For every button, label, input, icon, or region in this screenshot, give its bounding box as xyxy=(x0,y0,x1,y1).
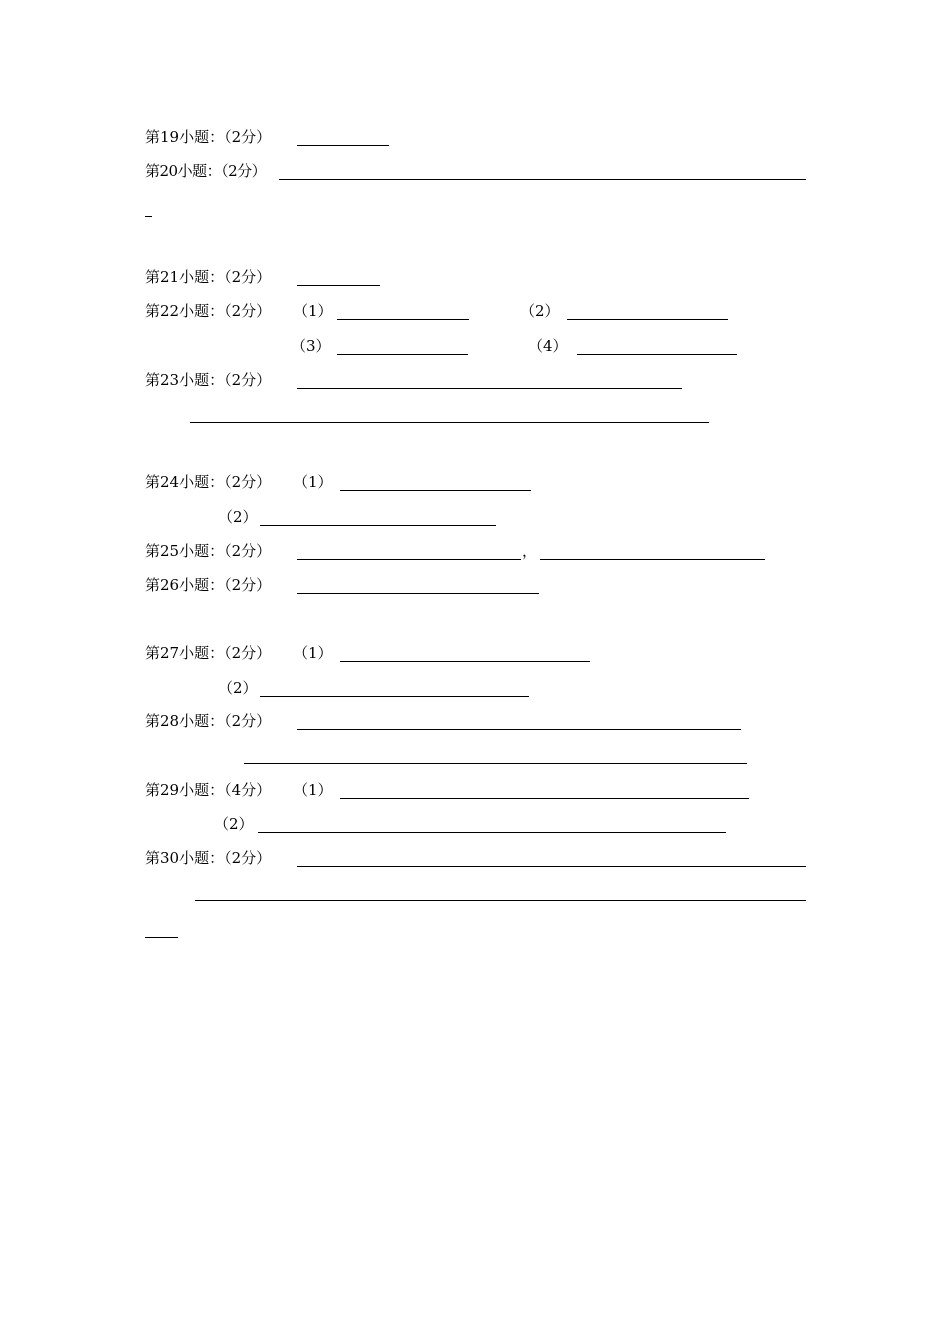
q25-answer-blank-1[interactable] xyxy=(297,559,521,560)
q25-answer-blank-2[interactable] xyxy=(540,559,765,560)
q22-part3-label: （3） xyxy=(291,337,331,355)
q24-label: 第24小题：（2分） xyxy=(145,473,272,491)
q29-part1-label: （1） xyxy=(293,781,333,799)
q29-part2-blank[interactable] xyxy=(258,832,726,833)
q30-label: 第30小题：（2分） xyxy=(145,849,272,867)
q28-label: 第28小题：（2分） xyxy=(145,712,272,730)
q22-part4-blank[interactable] xyxy=(577,354,737,355)
q28-answer-blank-line2[interactable] xyxy=(244,763,747,764)
q27-label: 第27小题：（2分） xyxy=(145,644,272,662)
q22-part1-blank[interactable] xyxy=(337,319,469,320)
q30-answer-blank-line2[interactable] xyxy=(195,900,806,901)
q23-answer-blank-line1[interactable] xyxy=(297,388,682,389)
q29-label: 第29小题：（4分） xyxy=(145,781,272,799)
q23-label: 第23小题：（2分） xyxy=(145,371,272,389)
q22-label: 第22小题：（2分） xyxy=(145,302,272,320)
q28-answer-blank-line1[interactable] xyxy=(297,729,741,730)
q25-label: 第25小题：（2分） xyxy=(145,542,272,560)
q26-answer-blank[interactable] xyxy=(297,593,539,594)
q19-answer-blank[interactable] xyxy=(297,145,389,146)
q24-part1-label: （1） xyxy=(293,473,333,491)
q24-part2-label: （2） xyxy=(218,508,258,526)
q22-part2-blank[interactable] xyxy=(567,319,728,320)
q30-answer-blank-overflow[interactable] xyxy=(145,937,178,938)
q27-part2-label: （2） xyxy=(218,679,258,697)
q19-label: 第19小题：（2分） xyxy=(145,128,272,146)
q29-part1-blank[interactable] xyxy=(340,798,749,799)
q20-answer-blank-overflow[interactable] xyxy=(145,216,152,217)
q29-part2-label: （2） xyxy=(214,815,254,833)
q27-part2-blank[interactable] xyxy=(260,696,529,697)
q25-separator: ， xyxy=(522,542,538,560)
q22-part4-label: （4） xyxy=(528,337,568,355)
q27-part1-blank[interactable] xyxy=(340,661,590,662)
q20-label: 第20小题：（2分） xyxy=(145,162,267,180)
q30-answer-blank-line1[interactable] xyxy=(297,866,806,867)
q21-answer-blank[interactable] xyxy=(297,285,380,286)
q22-part1-label: （1） xyxy=(293,302,333,320)
q22-part2-label: （2） xyxy=(520,302,560,320)
q24-part2-blank[interactable] xyxy=(260,525,496,526)
q22-part3-blank[interactable] xyxy=(337,354,468,355)
q27-part1-label: （1） xyxy=(293,644,333,662)
q21-label: 第21小题：（2分） xyxy=(145,268,272,286)
q24-part1-blank[interactable] xyxy=(340,490,531,491)
q23-answer-blank-line2[interactable] xyxy=(190,422,709,423)
q26-label: 第26小题：（2分） xyxy=(145,576,272,594)
q20-answer-blank[interactable] xyxy=(279,179,806,180)
